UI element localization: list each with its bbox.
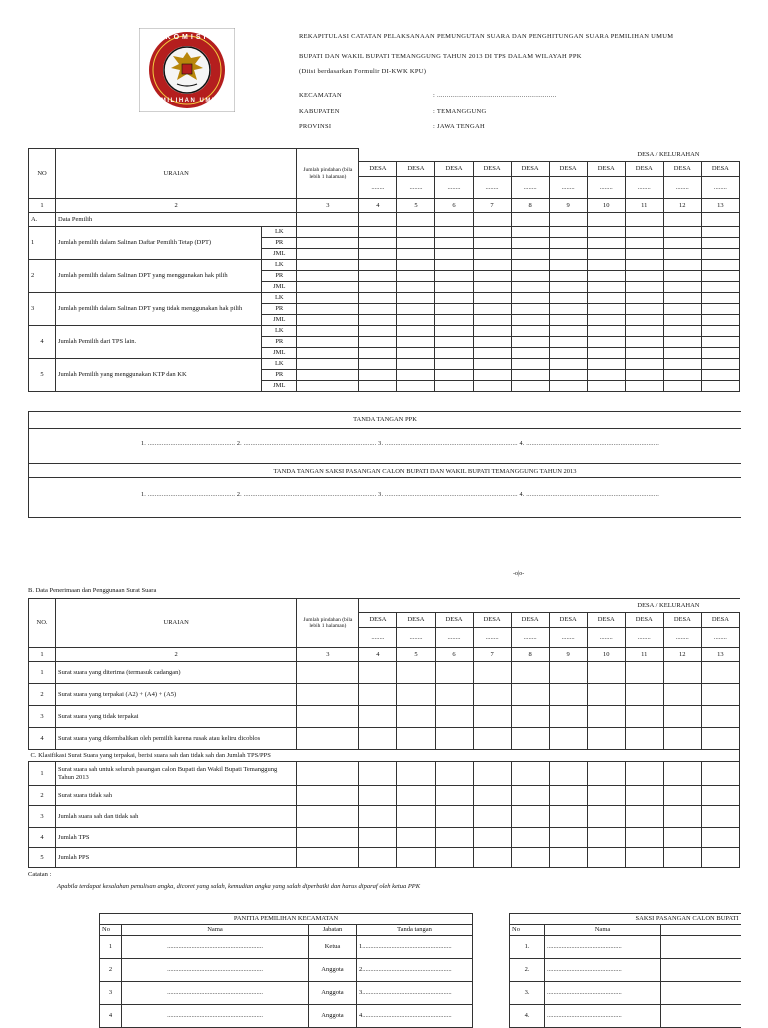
saksi-title: SAKSI PASANGAN CALON BUPATI [510,914,741,925]
row-number: 3 [29,706,56,728]
desa-name-blank: ........ [435,177,473,199]
col-header-desa: DESA [663,613,701,628]
lk-label: LK [262,326,297,337]
col-header-desa: DESA [359,162,397,177]
title-line-3: (Diisi berdasarkan Formulir DI-KWK KPU) [299,68,427,75]
field-value-kecamatan: : .............................................................. [433,92,557,99]
row-label: Surat suara yang tidak terpakai [56,706,297,728]
desa-name-blank: ........ [359,177,397,199]
saksi-col-ttd [661,925,741,936]
column-number-row [29,648,740,662]
pr-label: PR [262,304,297,315]
title-line-2: BUPATI DAN WAKIL BUPATI TEMANGGUNG TAHUN 2013 DI TPS DALAM WILAYAH PPK [299,53,582,60]
table-row [100,982,473,1005]
col-number: 3 [297,648,359,662]
table-row [29,786,740,806]
pr-label: PR [262,238,297,249]
table-row [100,1005,473,1028]
saksi-signature-title: TANDA TANGAN SAKSI PASANGAN CALON BUPATI DAN WAKIL BUPATI TEMANGGUNG TAHUN 2013 [29,463,741,478]
desa-name-blank: ........ [701,628,739,648]
panitia-no: 2 [100,959,122,982]
col-number: 10 [587,648,625,662]
col-number: 2 [56,648,297,662]
col-header-desa: DESA [587,162,625,177]
col-number: 3 [297,199,359,213]
panitia-ttd: 3....................................................... [357,982,473,1005]
panitia-nama: ........................................................... [122,959,309,982]
col-header-desa: DESA [397,162,435,177]
row-label: Jumlah Pemilih yang menggunakan KTP dan KK [56,359,262,392]
panitia-jabatan: Anggota [309,982,357,1005]
catatan-text: Apabila terdapat kesalahan penulisan angka, dicoret yang salah, kemudian angka yang salah diperbaiki dan harus diparaf oleh ketua PPK [57,883,421,890]
section-a-heading: Data Pemilih [56,213,297,227]
panitia-jabatan: Anggota [309,959,357,982]
desa-name-blank: ........ [511,628,549,648]
row-label: Jumlah pemilih dalam Salinan Daftar Pemilih Tetap (DPT) [56,227,262,260]
desa-name-blank: ........ [663,628,701,648]
jml-label: JML [262,249,297,260]
desa-name-blank: ........ [397,628,435,648]
col-header-desa: DESA [701,613,739,628]
page-separator: -o|o- [513,571,525,577]
table-data-pemilih [28,148,740,392]
col-header-desa: DESA [397,613,435,628]
saksi-no: 4. [510,1005,545,1028]
col-number: 13 [701,648,739,662]
col-header-desa: DESA [625,613,663,628]
col-header-desa: DESA [435,613,473,628]
saksi-no: 2. [510,959,545,982]
panitia-nama: ........................................................... [122,982,309,1005]
row-label: Jumlah suara sah dan tidak sah [56,806,297,828]
row-label: Surat suara sah untuk seluruh pasangan calon Bupati dan Wakil Bupati Temanggung Tahun 2013 [56,762,297,786]
row-number: 4 [29,828,56,848]
table-row [29,706,740,728]
row-number: 4 [29,326,56,359]
desa-name-blank: ........ [473,177,511,199]
col-header-desa-kelurahan: DESA / KELURAHAN [359,149,740,162]
table-row [29,828,740,848]
col-header-jumlah: Jumlah pindahan (bila lebih 1 halaman) [297,599,359,648]
col-number: 1 [29,199,56,213]
saksi-nama: .............................................. [545,1005,661,1028]
col-header-desa: DESA [359,613,397,628]
panitia-no: 1 [100,936,122,959]
col-header-desa: DESA [473,613,511,628]
col-number: 10 [587,199,625,213]
jml-label: JML [262,381,297,392]
row-label: Jumlah PPS [56,848,297,868]
jml-label: JML [262,282,297,293]
row-label: Jumlah pemilih dalam Salinan DPT yang tidak menggunakan hak pilih [56,293,262,326]
desa-name-blank: ........ [359,628,397,648]
desa-name-blank: ........ [625,628,663,648]
pr-label: PR [262,337,297,348]
desa-name-blank: ........ [587,628,625,648]
col-number: 2 [56,199,297,213]
saksi-signature-line: 1. .................................................. 2. ............................................................................ 3. ............................................................................ 4. ............................................................................ [141,491,660,498]
col-number: 7 [473,648,511,662]
title-line-1: REKAPITULASI CATATAN PELAKSANAAN PEMUNGUTAN SUARA DAN PENGHITUNGAN SUARA PEMILIHAN UMUM [299,33,674,40]
col-number: 6 [435,199,473,213]
col-number: 5 [397,199,435,213]
col-number: 11 [625,648,663,662]
saksi-no: 1. [510,936,545,959]
column-number-row [29,199,740,213]
col-header-desa: DESA [473,162,511,177]
col-number: 7 [473,199,511,213]
col-header-desa: DESA [701,162,739,177]
signature-block [28,411,741,518]
table-row [100,959,473,982]
row-label: Surat suara yang terpakai (A2) + (A4) + (A5) [56,684,297,706]
desa-name-blank: ........ [435,628,473,648]
table-row [29,848,740,868]
pr-label: PR [262,271,297,282]
col-number: 6 [435,648,473,662]
desa-name-blank: ........ [549,177,587,199]
table-panitia [99,913,473,1028]
col-number: 8 [511,199,549,213]
col-header-jumlah: Jumlah pindahan (bila lebih 1 halaman) [297,149,359,199]
panitia-col-jabatan: Jabatan [309,925,357,936]
table-row [29,662,740,684]
col-header-desa: DESA [511,162,549,177]
table-row [510,982,741,1005]
row-number: 5 [29,848,56,868]
table-row [29,762,740,786]
logo-text-bottom: PEMILIHAN UMUM [149,98,225,104]
col-number: 4 [359,648,397,662]
col-number: 4 [359,199,397,213]
field-label-kecamatan: KECAMATAN [299,92,342,99]
row-number: 2 [29,786,56,806]
jml-label: JML [262,348,297,359]
lk-label: LK [262,293,297,304]
desa-name-blank: ........ [625,177,663,199]
col-number: 1 [29,648,56,662]
saksi-col-nama: Nama [545,925,661,936]
saksi-no: 3. [510,982,545,1005]
table-row [29,806,740,828]
field-value-kabupaten: : TEMANGGUNG [433,108,487,115]
ppk-signature-title: TANDA TANGAN PPK [29,412,741,429]
col-header-desa: DESA [549,613,587,628]
saksi-nama: .............................................. [545,959,661,982]
col-header-desa: DESA [625,162,663,177]
pr-label: PR [262,370,297,381]
row-label: Surat suara tidak sah [56,786,297,806]
table-row [100,936,473,959]
panitia-title: PANITIA PEMILIHAN KECAMATAN [100,914,473,925]
panitia-jabatan: Anggota [309,1005,357,1028]
col-number: 9 [549,648,587,662]
row-label: Surat suara yang diterima (termasuk cadangan) [56,662,297,684]
col-header-desa: DESA [663,162,701,177]
jml-label: JML [262,315,297,326]
col-number: 8 [511,648,549,662]
panitia-col-no: No [100,925,122,936]
row-label: Surat suara yang dikembalikan oleh pemilih karena rusak atau keliru dicoblos [56,728,297,750]
row-number: 2 [29,684,56,706]
row-label: Jumlah Pemilih dari TPS lain. [56,326,262,359]
lk-label: LK [262,359,297,370]
col-header-desa: DESA [549,162,587,177]
desa-name-blank: ........ [587,177,625,199]
col-number: 12 [663,648,701,662]
row-number: 3 [29,293,56,326]
desa-name-blank: ........ [701,177,739,199]
col-header-uraian: URAIAN [56,149,297,199]
row-label: Jumlah TPS [56,828,297,848]
table-row [510,936,741,959]
catatan-label: Catatan : [28,871,52,878]
col-header-desa: DESA [587,613,625,628]
panitia-nama: ........................................................... [122,1005,309,1028]
logo-text-top: KOMISI [165,34,209,41]
ppk-signature-line: 1. .................................................. 2. ............................................................................ 3. ............................................................................ 4. ............................................................................ [141,440,660,447]
panitia-jabatan: Ketua [309,936,357,959]
table-saksi [509,913,741,1028]
field-value-provinsi: : JAWA TENGAH [433,123,486,130]
row-number: 5 [29,359,56,392]
panitia-nama: ........................................................... [122,936,309,959]
desa-name-blank: ........ [663,177,701,199]
col-number: 11 [625,199,663,213]
field-label-provinsi: PROVINSI [299,123,332,130]
table-row [510,1005,741,1028]
panitia-ttd: 2....................................................... [357,959,473,982]
section-b-heading: B. Data Penerimaan dan Penggunaan Surat Suara [28,587,157,594]
saksi-nama: .............................................. [545,936,661,959]
row-number: 1 [29,762,56,786]
col-header-uraian: URAIAN [56,599,297,648]
field-label-kabupaten: KABUPATEN [299,108,340,115]
desa-name-blank: ........ [397,177,435,199]
row-label: Jumlah pemilih dalam Salinan DPT yang menggunakan hak pilih [56,260,262,293]
lk-label: LK [262,227,297,238]
table-row [510,959,741,982]
col-header-desa: DESA [511,613,549,628]
saksi-col-no: No [510,925,545,936]
section-a-letter: A. [29,213,56,227]
col-number: 9 [549,199,587,213]
panitia-ttd: 1....................................................... [357,936,473,959]
col-header-desa: DESA [435,162,473,177]
kpu-logo [139,28,235,112]
saksi-nama: .............................................. [545,982,661,1005]
col-number: 13 [701,199,739,213]
col-number: 12 [663,199,701,213]
panitia-col-ttd: Tanda tangan [357,925,473,936]
table-row [29,684,740,706]
col-header-no: NO. [29,599,56,648]
desa-name-blank: ........ [549,628,587,648]
col-header-desa-kelurahan: DESA / KELURAHAN [359,599,740,613]
desa-name-blank: ........ [473,628,511,648]
col-number: 5 [397,648,435,662]
panitia-no: 3 [100,982,122,1005]
col-header-no: NO [29,149,56,199]
panitia-col-nama: Nama [122,925,309,936]
section-c-heading: C. Klasifikasi Surat Suara yang terpakai, berisi suara sah dan tidak sah dan Jumlah TPS/PPS [29,750,740,762]
row-number: 1 [29,662,56,684]
panitia-ttd: 4....................................................... [357,1005,473,1028]
table-surat-suara [28,598,740,868]
row-number: 3 [29,806,56,828]
lk-label: LK [262,260,297,271]
row-number: 2 [29,260,56,293]
desa-name-blank: ........ [511,177,549,199]
row-number: 1 [29,227,56,260]
row-number: 4 [29,728,56,750]
panitia-no: 4 [100,1005,122,1028]
table-row [29,728,740,750]
